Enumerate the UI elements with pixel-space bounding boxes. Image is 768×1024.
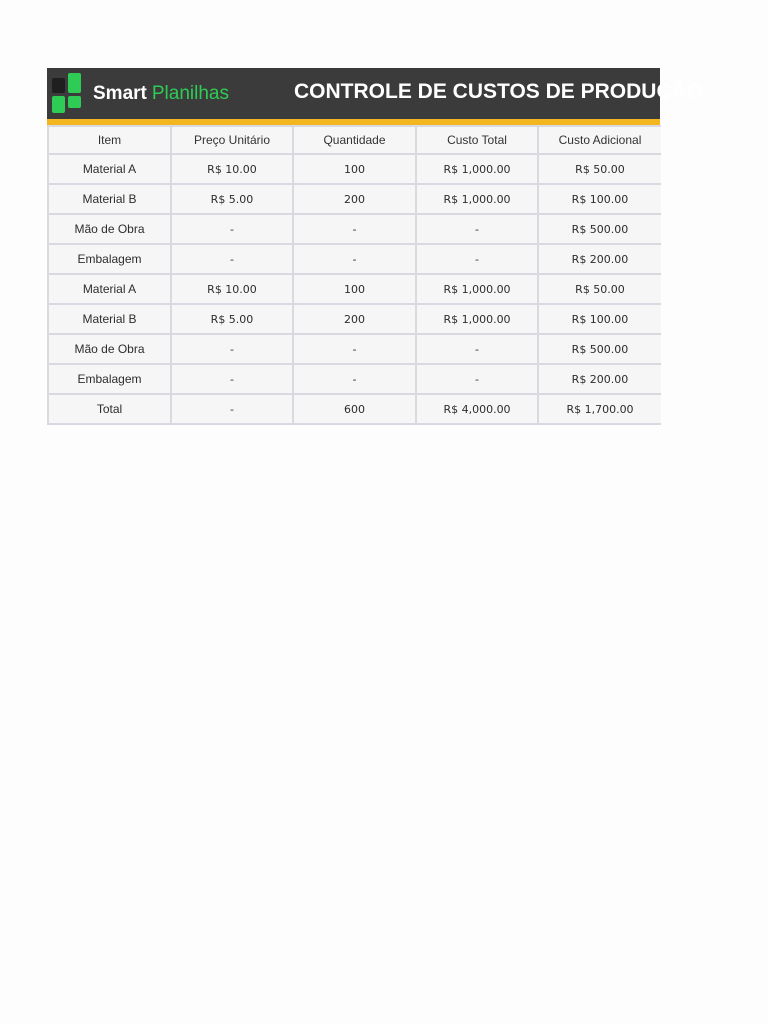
cell-item[interactable]: Mão de Obra	[48, 334, 171, 364]
cell-total-cost[interactable]: -	[416, 364, 538, 394]
table-row	[48, 364, 661, 394]
cell-unit-price[interactable]: -	[171, 214, 293, 244]
table-row	[48, 214, 661, 244]
cell-additional-cost[interactable]: R$ 100.00	[538, 304, 661, 334]
cell-unit-price[interactable]: R$ 10.00	[171, 154, 293, 184]
column-header-total-cost: Custo Total	[416, 126, 538, 154]
cell-item[interactable]: Mão de Obra	[48, 214, 171, 244]
column-header-unit-price: Preço Unitário	[171, 126, 293, 154]
cell-additional-cost[interactable]: R$ 500.00	[538, 214, 661, 244]
cell-quantity[interactable]: -	[293, 244, 416, 274]
cell-item[interactable]: Embalagem	[48, 364, 171, 394]
table-row	[48, 304, 661, 334]
table-row	[48, 334, 661, 364]
cell-additional-cost[interactable]: R$ 200.00	[538, 244, 661, 274]
cell-quantity[interactable]: -	[293, 214, 416, 244]
cell-total-cost[interactable]: R$ 1,000.00	[416, 274, 538, 304]
cell-item[interactable]: Embalagem	[48, 244, 171, 274]
table-row	[48, 184, 661, 214]
cell-quantity[interactable]: 100	[293, 154, 416, 184]
column-header-additional-cost: Custo Adicional	[538, 126, 661, 154]
cell-additional-cost[interactable]: R$ 100.00	[538, 184, 661, 214]
cell-total-cost[interactable]: -	[416, 334, 538, 364]
cell-quantity[interactable]: 200	[293, 304, 416, 334]
cell-total-cost[interactable]: R$ 1,000.00	[416, 154, 538, 184]
cell-item[interactable]: Material A	[48, 274, 171, 304]
cell-item[interactable]: Total	[48, 394, 171, 424]
cell-unit-price[interactable]: -	[171, 364, 293, 394]
cell-additional-cost[interactable]: R$ 50.00	[538, 274, 661, 304]
table-header-row	[48, 126, 661, 154]
cell-total-cost[interactable]: -	[416, 214, 538, 244]
cell-item[interactable]: Material B	[48, 184, 171, 214]
cell-additional-cost[interactable]: R$ 500.00	[538, 334, 661, 364]
cell-additional-cost[interactable]: R$ 1,700.00	[538, 394, 661, 424]
cell-quantity[interactable]: 600	[293, 394, 416, 424]
cell-unit-price[interactable]: R$ 5.00	[171, 184, 293, 214]
cell-unit-price[interactable]: -	[171, 244, 293, 274]
cell-total-cost[interactable]: R$ 4,000.00	[416, 394, 538, 424]
table-row	[48, 274, 661, 304]
cell-total-cost[interactable]: -	[416, 244, 538, 274]
cell-quantity[interactable]: 200	[293, 184, 416, 214]
cell-total-cost[interactable]: R$ 1,000.00	[416, 304, 538, 334]
cell-item[interactable]: Material A	[48, 154, 171, 184]
brand-name-smart: Smart	[93, 83, 147, 104]
column-header-item: Item	[48, 126, 171, 154]
cell-quantity[interactable]: -	[293, 364, 416, 394]
cell-additional-cost[interactable]: R$ 50.00	[538, 154, 661, 184]
table-row	[48, 244, 661, 274]
smart-planilhas-logo-icon	[52, 73, 85, 113]
cell-additional-cost[interactable]: R$ 200.00	[538, 364, 661, 394]
cell-unit-price[interactable]: R$ 5.00	[171, 304, 293, 334]
brand-name	[93, 83, 229, 105]
sheet-title: CONTROLE DE CUSTOS DE PRODUÇÃO	[294, 80, 704, 103]
cell-unit-price[interactable]: -	[171, 394, 293, 424]
cell-item[interactable]: Material B	[48, 304, 171, 334]
spreadsheet	[47, 68, 704, 425]
table-row	[48, 154, 661, 184]
cell-unit-price[interactable]: R$ 10.00	[171, 274, 293, 304]
cell-total-cost[interactable]: R$ 1,000.00	[416, 184, 538, 214]
cell-unit-price[interactable]: -	[171, 334, 293, 364]
costs-table	[47, 125, 661, 425]
table-total-row	[48, 394, 661, 424]
cell-quantity[interactable]: 100	[293, 274, 416, 304]
cell-quantity[interactable]: -	[293, 334, 416, 364]
column-header-quantity: Quantidade	[293, 126, 416, 154]
sheet-header	[47, 68, 704, 119]
brand-name-planilhas: Planilhas	[151, 83, 229, 104]
